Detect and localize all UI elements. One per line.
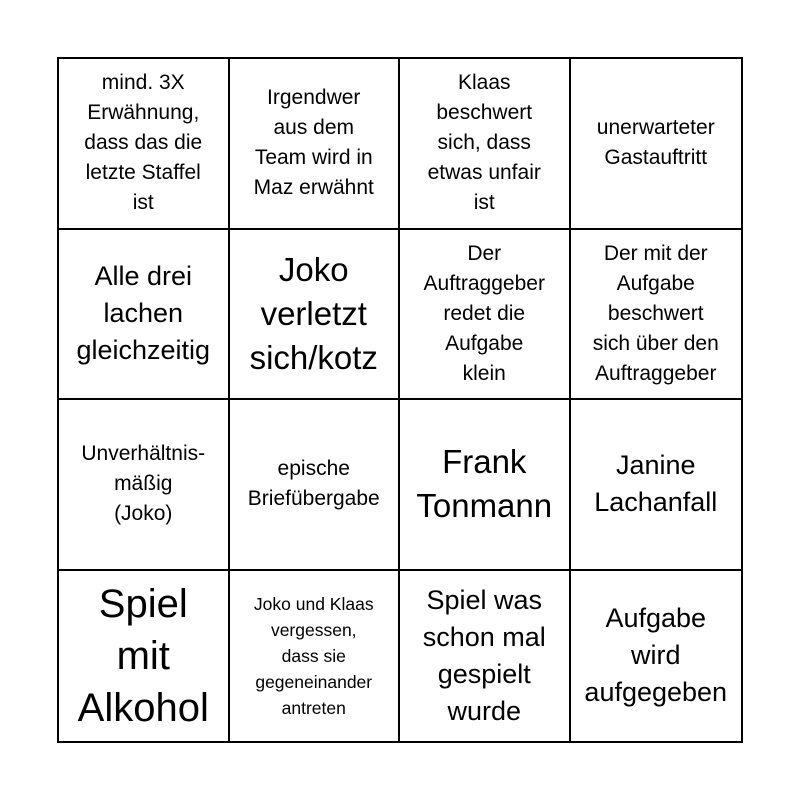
bingo-cell-r4c4[interactable]: Aufgabe wird aufgegeben (584, 603, 728, 708)
bingo-cell-r3c4[interactable]: Janine Lachanfall (571, 400, 742, 571)
bingo-cell-r3c2[interactable]: epische Briefübergabe (230, 400, 401, 571)
bingo-cell-r1c2[interactable]: Irgendwer aus dem Team wird in Maz erwähnt (230, 59, 401, 230)
bingo-cell-r3c1[interactable]: Unverhältnis- mäßig (Joko) (59, 400, 230, 571)
bingo-cell-r2c2[interactable]: Joko verletzt sich/kotz (230, 230, 401, 401)
bingo-cell-r1c3[interactable]: Klaas beschwert sich, dass etwas unfair ist (400, 59, 571, 230)
bingo-cell-r2c4[interactable]: Der mit der Aufgabe beschwert sich über den Auftraggeber (571, 230, 742, 401)
bingo-cell-r4c3[interactable]: Spiel was schon mal gespielt wurde (400, 571, 571, 742)
bingo-cell-r4c2[interactable]: Joko und Klaas vergessen, dass sie gegeneinander antreten (230, 571, 401, 742)
bingo-grid (57, 57, 743, 743)
bingo-cell-r3c3[interactable]: Frank Tonmann (400, 400, 571, 571)
bingo-cell-r2c1[interactable]: Alle drei lachen gleichzeitig (59, 230, 230, 401)
bingo-cell-r1c4[interactable]: unerwarteter Gastauftritt (571, 59, 742, 230)
bingo-cell-r2c3[interactable]: Der Auftraggeber redet die Aufgabe klein (400, 230, 571, 401)
bingo-cell-r1c1[interactable]: mind. 3X Erwähnung, dass das die letzte Staffel ist (59, 59, 230, 230)
bingo-cell-r4c1[interactable]: Spiel mit Alkohol (59, 571, 230, 742)
